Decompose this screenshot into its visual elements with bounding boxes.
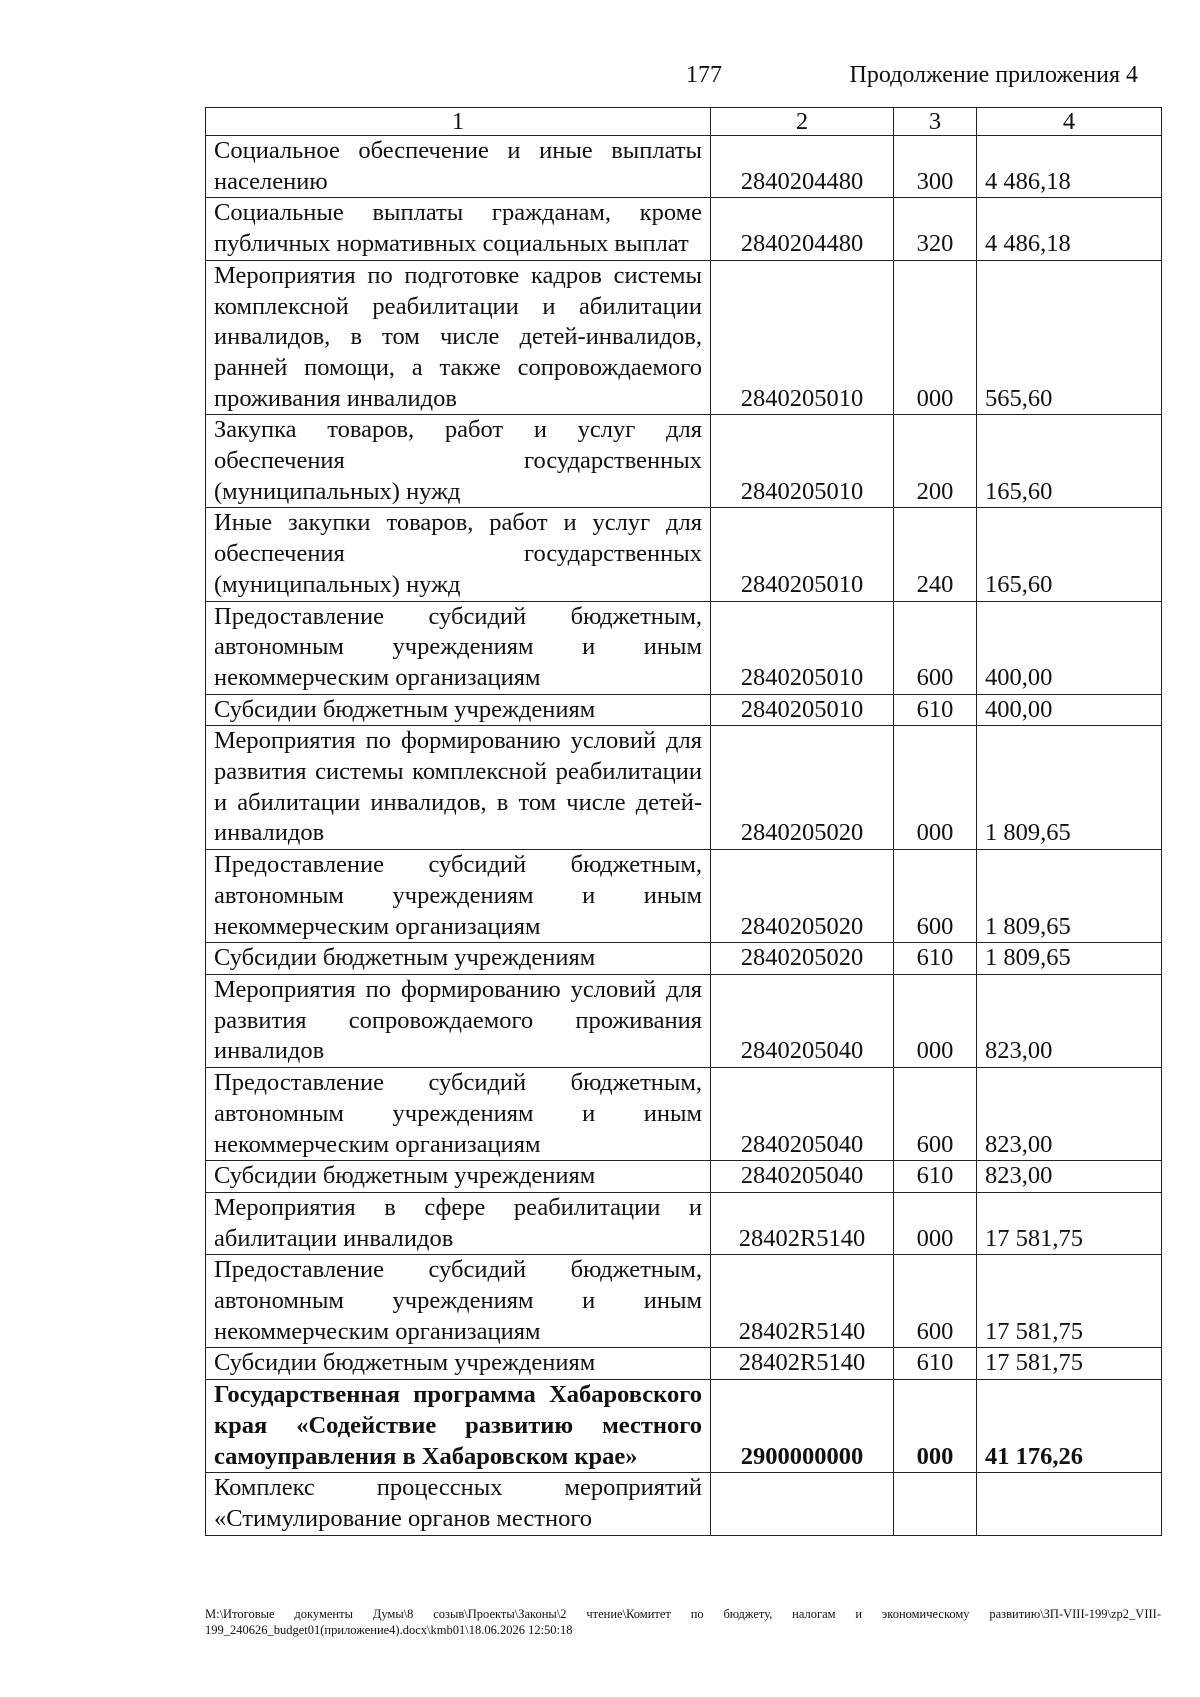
row-expense-type xyxy=(894,1473,977,1535)
row-expense-type: 000 xyxy=(894,974,977,1067)
row-expense-type: 200 xyxy=(894,415,977,508)
row-amount: 565,60 xyxy=(977,260,1162,415)
row-name: Субсидии бюджетным учреждениям xyxy=(206,943,711,975)
row-expense-type: 000 xyxy=(894,1380,977,1473)
row-expense-type: 320 xyxy=(894,198,977,260)
row-code: 2840205010 xyxy=(711,508,894,601)
table-row xyxy=(206,260,1162,415)
row-name: Государственная программа Хабаровского края «Содействие развитию местного самоуправления в Хабаровском крае» xyxy=(206,1380,711,1473)
row-code: 2840205040 xyxy=(711,1068,894,1161)
row-amount: 1 809,65 xyxy=(977,850,1162,943)
row-code: 2840204480 xyxy=(711,198,894,260)
table-row xyxy=(206,601,1162,694)
row-amount: 165,60 xyxy=(977,415,1162,508)
row-expense-type: 000 xyxy=(894,260,977,415)
row-code: 2840205040 xyxy=(711,1161,894,1193)
row-expense-type: 600 xyxy=(894,1255,977,1348)
row-expense-type: 600 xyxy=(894,850,977,943)
row-amount: 17 581,75 xyxy=(977,1255,1162,1348)
row-name: Мероприятия в сфере реабилитации и абилитации инвалидов xyxy=(206,1192,711,1254)
row-expense-type: 610 xyxy=(894,943,977,975)
column-number: 4 xyxy=(977,108,1162,136)
row-amount: 4 486,18 xyxy=(977,198,1162,260)
row-amount: 400,00 xyxy=(977,694,1162,726)
row-name: Мероприятия по формированию условий для развития системы комплексной реабилитации и абилитации инвалидов, в том числе детей-инвалидов xyxy=(206,726,711,850)
column-number: 3 xyxy=(894,108,977,136)
row-amount: 165,60 xyxy=(977,508,1162,601)
table-row xyxy=(206,850,1162,943)
row-amount: 1 809,65 xyxy=(977,726,1162,850)
row-code: 2840205010 xyxy=(711,694,894,726)
row-amount: 400,00 xyxy=(977,601,1162,694)
row-code: 2840204480 xyxy=(711,136,894,198)
row-amount: 41 176,26 xyxy=(977,1380,1162,1473)
row-amount: 17 581,75 xyxy=(977,1348,1162,1380)
column-number-row xyxy=(206,108,1162,136)
row-code: 28402R5140 xyxy=(711,1348,894,1380)
table-row xyxy=(206,694,1162,726)
row-name: Комплекс процессных мероприятий «Стимулирование органов местного xyxy=(206,1473,711,1535)
row-code: 2840205010 xyxy=(711,415,894,508)
row-expense-type: 000 xyxy=(894,726,977,850)
row-name: Предоставление субсидий бюджетным, автономным учреждениям и иным некоммерческим организациям xyxy=(206,601,711,694)
row-code xyxy=(711,1473,894,1535)
row-name: Предоставление субсидий бюджетным, автономным учреждениям и иным некоммерческим организациям xyxy=(206,850,711,943)
table-row xyxy=(206,1192,1162,1254)
table-row xyxy=(206,136,1162,198)
row-code: 28402R5140 xyxy=(711,1255,894,1348)
column-number: 2 xyxy=(711,108,894,136)
row-name: Предоставление субсидий бюджетным, автономным учреждениям и иным некоммерческим организациям xyxy=(206,1068,711,1161)
row-name: Иные закупки товаров, работ и услуг для обеспечения государственных (муниципальных) нужд xyxy=(206,508,711,601)
row-amount: 1 809,65 xyxy=(977,943,1162,975)
row-name: Предоставление субсидий бюджетным, автономным учреждениям и иным некоммерческим организациям xyxy=(206,1255,711,1348)
table-row xyxy=(206,1473,1162,1535)
table-row xyxy=(206,974,1162,1067)
table-row xyxy=(206,1068,1162,1161)
page-number: 177 xyxy=(686,62,722,88)
table-row xyxy=(206,1161,1162,1193)
row-expense-type: 300 xyxy=(894,136,977,198)
row-code: 2900000000 xyxy=(711,1380,894,1473)
row-expense-type: 600 xyxy=(894,1068,977,1161)
row-name: Социальные выплаты гражданам, кроме публичных нормативных социальных выплат xyxy=(206,198,711,260)
row-name: Мероприятия по формированию условий для развития сопровождаемого проживания инвалидов xyxy=(206,974,711,1067)
row-expense-type: 610 xyxy=(894,1348,977,1380)
row-expense-type: 240 xyxy=(894,508,977,601)
row-name: Закупка товаров, работ и услуг для обеспечения государственных (муниципальных) нужд xyxy=(206,415,711,508)
document-path-footer: M:\Итоговые документы Думы\8 созыв\Проекты\Законы\2 чтение\Комитет по бюджету, налогам и экономическому развитию\ЗП-VIII-199\zp2_VIII-199_240626_budget01(приложение4).docx\kmb01\18.06.2026 12:50:18 xyxy=(205,1607,1161,1637)
row-name: Субсидии бюджетным учреждениям xyxy=(206,1348,711,1380)
table-row xyxy=(206,508,1162,601)
table-row xyxy=(206,415,1162,508)
row-name: Субсидии бюджетным учреждениям xyxy=(206,1161,711,1193)
row-code: 2840205020 xyxy=(711,943,894,975)
table-row xyxy=(206,1255,1162,1348)
row-amount: 823,00 xyxy=(977,1068,1162,1161)
continuation-title: Продолжение приложения 4 xyxy=(849,62,1138,88)
budget-table xyxy=(205,107,1162,1536)
row-name: Субсидии бюджетным учреждениям xyxy=(206,694,711,726)
table-row xyxy=(206,726,1162,850)
row-name: Мероприятия по подготовке кадров системы комплексной реабилитации и абилитации инвалидов, в том числе детей-инвалидов, ранней помощи, а также сопровождаемого проживания инвалидов xyxy=(206,260,711,415)
row-code: 28402R5140 xyxy=(711,1192,894,1254)
column-number: 1 xyxy=(206,108,711,136)
table-row xyxy=(206,1380,1162,1473)
table-row xyxy=(206,1348,1162,1380)
table-row xyxy=(206,198,1162,260)
row-expense-type: 000 xyxy=(894,1192,977,1254)
row-expense-type: 600 xyxy=(894,601,977,694)
row-code: 2840205020 xyxy=(711,726,894,850)
row-name: Социальное обеспечение и иные выплаты населению xyxy=(206,136,711,198)
row-amount: 4 486,18 xyxy=(977,136,1162,198)
row-amount: 823,00 xyxy=(977,1161,1162,1193)
row-code: 2840205010 xyxy=(711,601,894,694)
row-amount xyxy=(977,1473,1162,1535)
row-code: 2840205020 xyxy=(711,850,894,943)
row-amount: 823,00 xyxy=(977,974,1162,1067)
row-code: 2840205040 xyxy=(711,974,894,1067)
row-code: 2840205010 xyxy=(711,260,894,415)
row-expense-type: 610 xyxy=(894,694,977,726)
table-row xyxy=(206,943,1162,975)
row-amount: 17 581,75 xyxy=(977,1192,1162,1254)
row-expense-type: 610 xyxy=(894,1161,977,1193)
